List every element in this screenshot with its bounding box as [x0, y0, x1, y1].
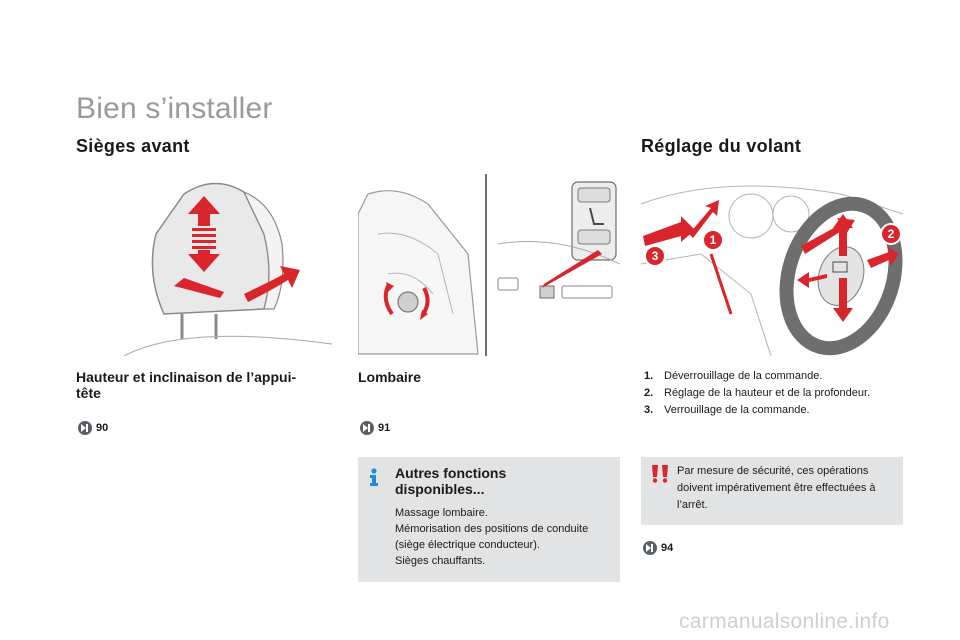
step-text: Verrouillage de la commande.	[664, 404, 810, 416]
callout-3-label: 3	[651, 249, 659, 263]
warning-box	[641, 457, 903, 525]
list-item	[644, 402, 914, 419]
steering-illustration	[641, 174, 903, 356]
headrest-subtitle: Hauteur et inclinaison de l’appui- tête	[76, 369, 297, 401]
list-item	[644, 368, 914, 385]
step-text: Réglage de la hauteur et de la profondeur.	[664, 387, 871, 399]
list-item	[644, 385, 914, 402]
watermark: carmanualsonline.info	[679, 610, 890, 633]
page-ref-number: 90	[96, 422, 109, 434]
callout-1-label: 1	[709, 233, 717, 247]
step-number: 1.	[644, 370, 654, 382]
page-link-icon	[78, 421, 92, 435]
section-title-steering: Réglage du volant	[641, 136, 802, 156]
info-line: Mémorisation des positions de conduite	[395, 523, 589, 535]
info-line: (siège électrique conducteur).	[395, 539, 540, 551]
steering-steps	[644, 368, 914, 419]
headrest-illustration	[124, 174, 332, 356]
callout-2-label: 2	[887, 227, 895, 241]
page-link-icon	[643, 541, 657, 555]
info-line: Sièges chauffants.	[395, 555, 486, 567]
warning-icon	[649, 465, 671, 483]
info-icon	[368, 468, 380, 486]
step-number: 2.	[644, 387, 654, 399]
info-box	[358, 457, 620, 582]
section-title-front-seats: Sièges avant	[76, 136, 190, 156]
page-ref-steering[interactable]	[643, 541, 673, 555]
step-number: 3.	[644, 404, 654, 416]
info-title: Autres fonctions disponibles...	[395, 465, 507, 497]
page-ref-number: 91	[378, 422, 391, 434]
page-title: Bien s’installer	[76, 92, 273, 125]
info-line: Massage lombaire.	[395, 507, 488, 519]
lumbar-subtitle: Lombaire	[358, 369, 422, 385]
page-ref-headrest[interactable]	[78, 421, 108, 435]
step-text: Déverrouillage de la commande.	[664, 370, 823, 382]
page-ref-number: 94	[661, 542, 674, 554]
info-lines	[395, 505, 615, 569]
page-link-icon	[360, 421, 374, 435]
lumbar-illustration	[358, 174, 620, 356]
warning-text: Par mesure de sécurité, ces opérations doivent impérativement être effectuées à l’arrêt.	[677, 465, 876, 511]
page-ref-lumbar[interactable]	[360, 421, 390, 435]
